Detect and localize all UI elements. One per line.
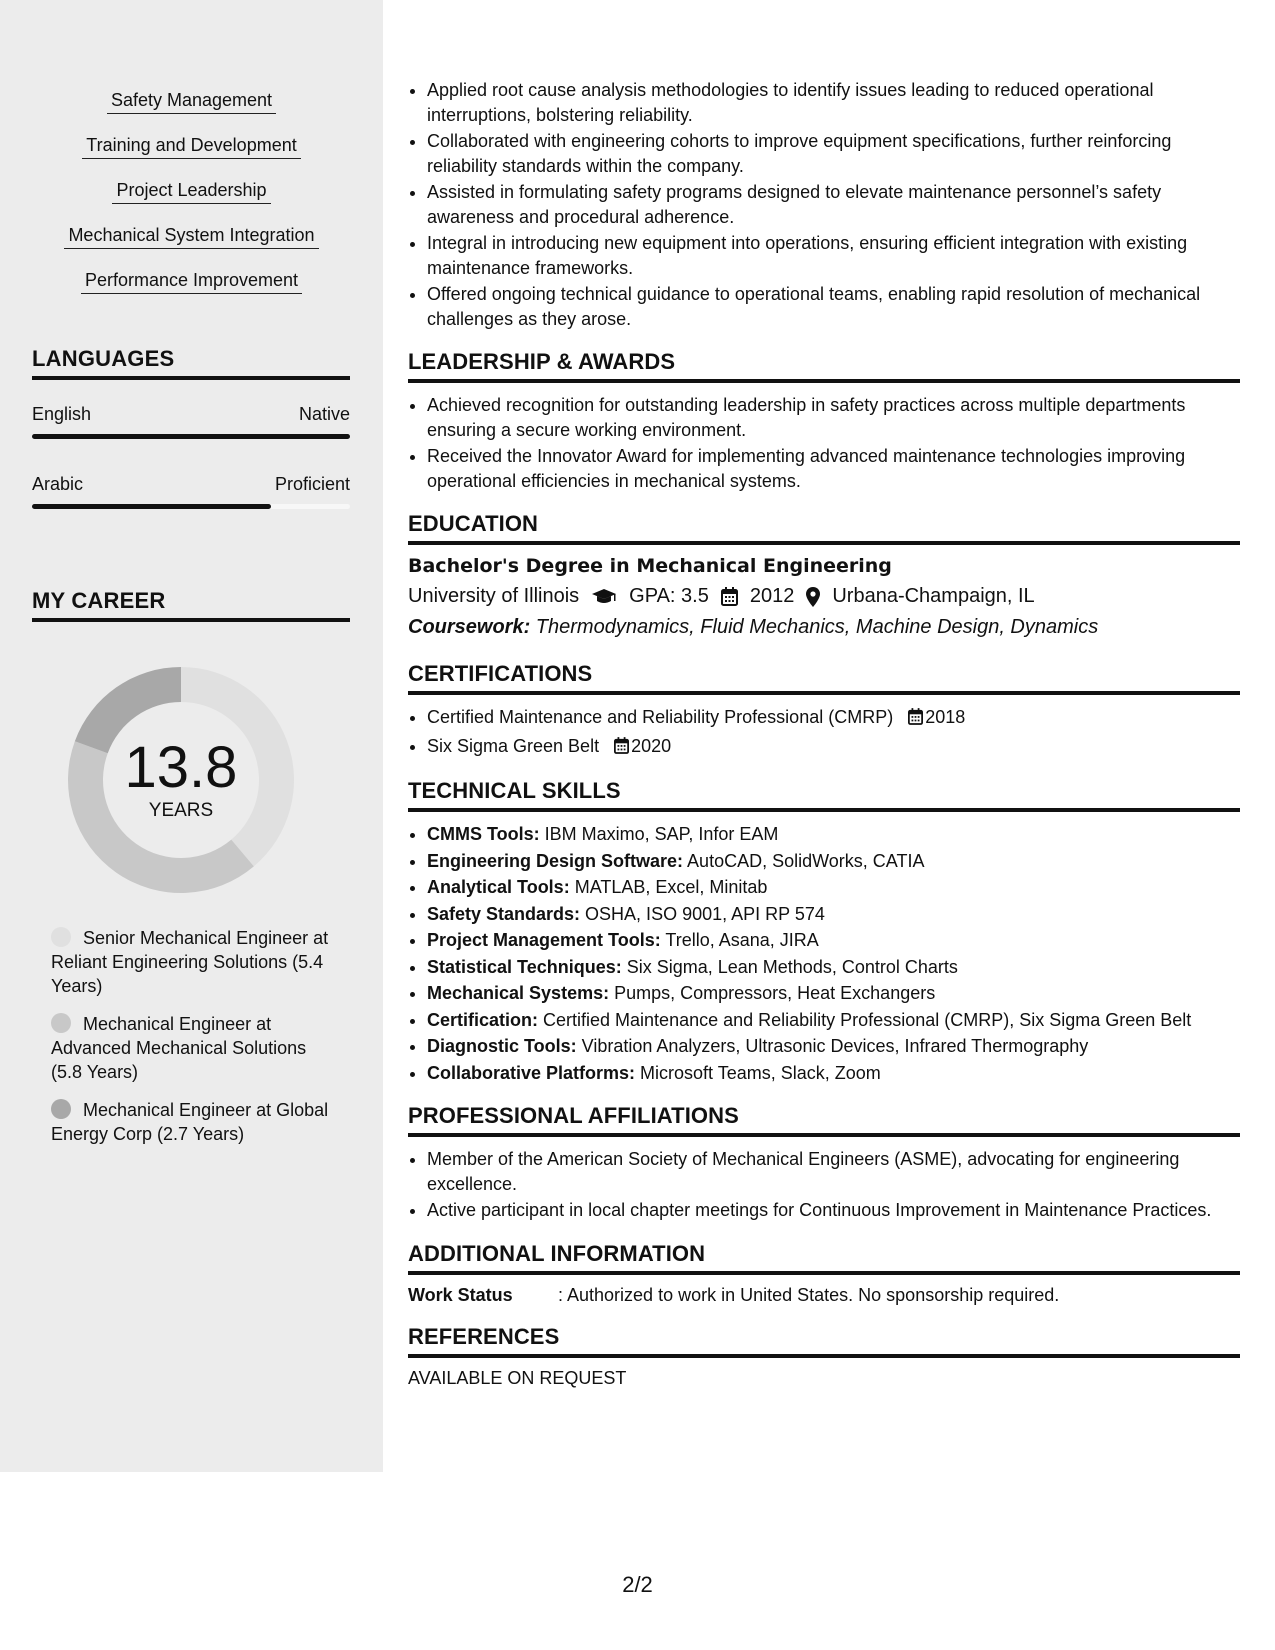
skill-item: Safety Management <box>0 88 383 112</box>
list-item: • Safety Standards: OSHA, ISO 9001, API RP 574 <box>427 902 1240 927</box>
affiliations-list <box>408 1147 1240 1223</box>
work-status-value: : Authorized to work in United States. No sponsorship required. <box>558 1284 1060 1305</box>
career-donut-chart <box>61 660 301 900</box>
references-text: AVAILABLE ON REQUEST <box>408 1367 627 1388</box>
list-item <box>427 705 1240 732</box>
list-item: • Mechanical Systems: Pumps, Compressors, Heat Exchangers <box>427 981 1240 1006</box>
affiliations-heading: PROFESSIONAL AFFILIATIONS <box>408 1103 1240 1137</box>
career-unit: YEARS <box>148 800 214 821</box>
skill-item: Project Leadership <box>0 178 383 202</box>
skill-item: Mechanical System Integration <box>0 223 383 247</box>
certifications-list <box>408 705 1240 760</box>
certifications-heading: CERTIFICATIONS <box>408 661 1240 695</box>
technical-skills-list <box>408 822 1240 1085</box>
career-entry: Senior Mechanical Engineer at Reliant Engineering Solutions (5.4 Years) <box>51 928 329 996</box>
list-item: • Active participant in local chapter meetings for Continuous Improvement in Maintenance Practices. <box>427 1198 1240 1223</box>
graduation-year: 2012 <box>749 585 795 607</box>
experience-bullets <box>408 78 1240 331</box>
school-name: University of Illinois <box>408 585 580 607</box>
leadership-heading: LEADERSHIP & AWARDS <box>408 349 1240 383</box>
list-item: • Integral in introducing new equipment into operations, ensuring efficient integration with existing maintenance frameworks. <box>427 231 1240 280</box>
career-entry: Mechanical Engineer at Advanced Mechanical Solutions (5.8 Years) <box>51 1014 307 1082</box>
legend-dot <box>51 927 71 947</box>
references-heading: REFERENCES <box>408 1324 1240 1358</box>
list-item: • Collaborative Platforms: Microsoft Teams, Slack, Zoom <box>427 1061 1240 1086</box>
career-entry: Mechanical Engineer at Global Energy Corp (2.7 Years) <box>51 1100 329 1144</box>
page-number: 2/2 <box>622 1572 653 1597</box>
list-item <box>427 734 1240 761</box>
list-item: • Offered ongoing technical guidance to operational teams, enabling rapid resolution of mechanical challenges as they arose. <box>427 282 1240 331</box>
location-pin-icon <box>806 587 820 607</box>
legend-dot <box>51 1099 71 1119</box>
language-name: English <box>32 404 92 424</box>
list-item: • Diagnostic Tools: Vibration Analyzers, Ultrasonic Devices, Infrared Thermography <box>427 1034 1240 1059</box>
degree-title: Bachelor's Degree in Mechanical Engineering <box>408 555 892 577</box>
list-item: • Project Management Tools: Trello, Asana, JIRA <box>427 928 1240 953</box>
list-item: • Analytical Tools: MATLAB, Excel, Minitab <box>427 875 1240 900</box>
gpa: GPA: 3.5 <box>629 585 709 607</box>
main-content <box>408 78 1240 1389</box>
career-heading: MY CAREER <box>32 588 350 622</box>
education-details <box>408 585 1240 608</box>
work-status-row <box>408 1285 1240 1306</box>
language-level: Native <box>298 404 350 424</box>
leadership-list <box>408 393 1240 493</box>
list-item: • CMMS Tools: IBM Maximo, SAP, Infor EAM <box>427 822 1240 847</box>
skill-item: Performance Improvement <box>0 268 383 292</box>
language-row <box>32 474 350 495</box>
languages-heading: LANGUAGES <box>32 346 350 380</box>
language-bar-fill <box>32 434 350 439</box>
education-heading: EDUCATION <box>408 511 1240 545</box>
certification-year: 2020 <box>631 735 672 756</box>
language-name: Arabic <box>32 474 84 494</box>
certification-name: Six Sigma Green Belt <box>427 735 600 756</box>
list-item: • Achieved recognition for outstanding leadership in safety practices across multiple departments ensuring a secure working environment. <box>427 393 1240 442</box>
list-item: • Statistical Techniques: Six Sigma, Lean Methods, Control Charts <box>427 955 1240 980</box>
education-location: Urbana-Champaign, IL <box>832 585 1035 607</box>
technical-skills-heading: TECHNICAL SKILLS <box>408 778 1240 812</box>
calendar-icon <box>614 736 629 761</box>
sidebar <box>0 0 383 1472</box>
language-row <box>32 404 350 425</box>
list-item: • Engineering Design Software: AutoCAD, SolidWorks, CATIA <box>427 849 1240 874</box>
list-item: • Applied root cause analysis methodologies to identify issues leading to reduced operational interruptions, bolstering reliability. <box>427 78 1240 127</box>
calendar-icon <box>721 587 738 606</box>
certification-name: Certified Maintenance and Reliability Professional (CMRP) <box>427 707 894 727</box>
list-item: • Member of the American Society of Mechanical Engineers (ASME), advocating for engineering excellence. <box>427 1147 1240 1196</box>
additional-info-heading: ADDITIONAL INFORMATION <box>408 1241 1240 1275</box>
career-total: 13.8 <box>124 735 238 800</box>
list-item: • Collaborated with engineering cohorts to improve equipment specifications, further reinforcing reliability standards within the company. <box>427 129 1240 178</box>
legend-dot <box>51 1013 71 1033</box>
language-level: Proficient <box>274 474 350 494</box>
list-item: • Received the Innovator Award for implementing advanced maintenance technologies improving operational efficiencies in mechanical systems. <box>427 444 1240 493</box>
list-item: • Certification: Certified Maintenance and Reliability Professional (CMRP), Six Sigma Green Belt <box>427 1008 1240 1033</box>
graduation-cap-icon <box>591 588 617 606</box>
coursework-list: Thermodynamics, Fluid Mechanics, Machine Design, Dynamics <box>530 616 1099 638</box>
coursework-label: Coursework: <box>408 616 531 638</box>
certification-year: 2018 <box>925 707 966 727</box>
coursework <box>408 616 1240 639</box>
work-status-label: Work Status <box>408 1284 513 1305</box>
language-bar <box>32 504 350 509</box>
skill-item: Training and Development <box>0 133 383 157</box>
list-item: • Assisted in formulating safety programs designed to elevate maintenance personnel’s safety awareness and procedural adherence. <box>427 180 1240 229</box>
calendar-icon <box>908 707 923 732</box>
language-bar-fill <box>32 504 271 509</box>
language-bar <box>32 434 350 439</box>
